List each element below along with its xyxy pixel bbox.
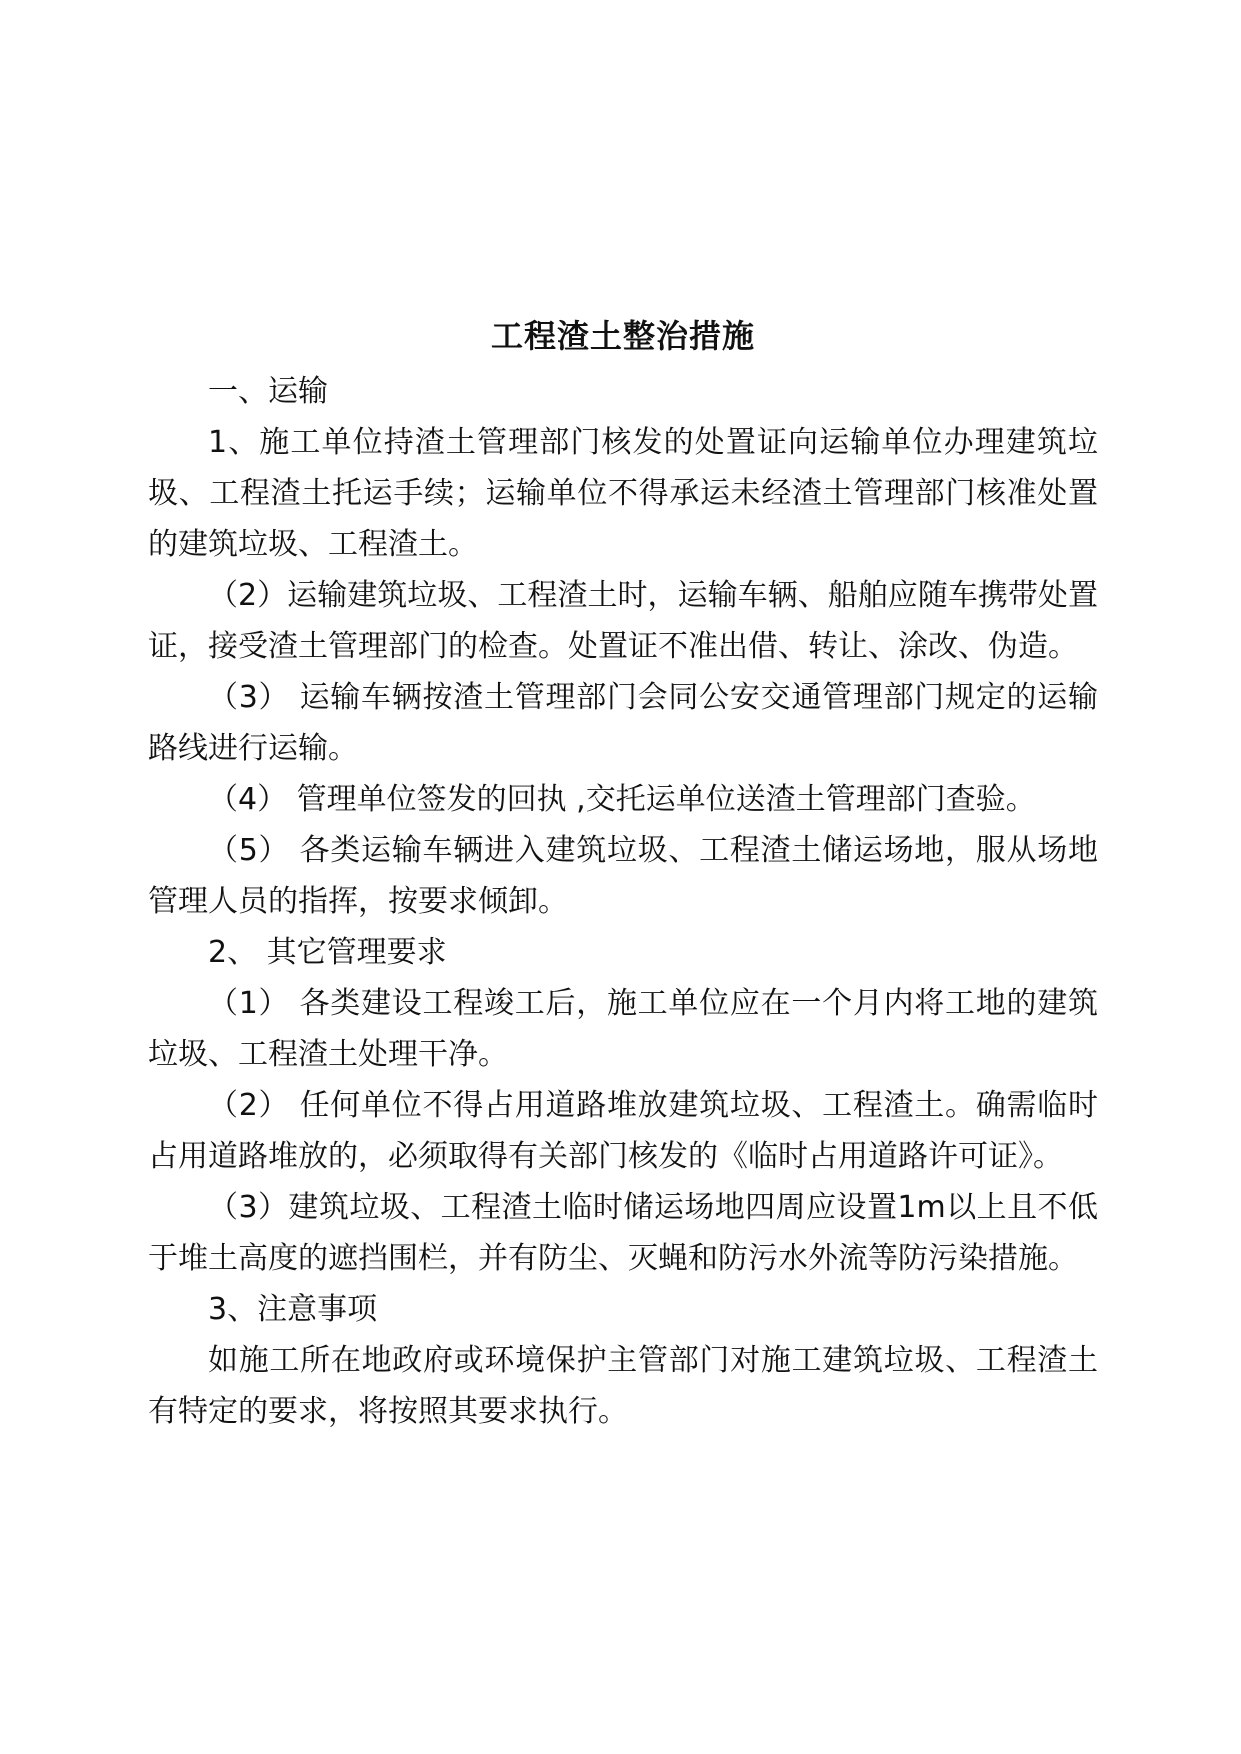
section-heading-transport: 一、运输	[208, 374, 328, 409]
paragraph-notes: 如施工所在地政府或环境保护主管部门对施工建筑垃圾、工程渣土有特定的要求，将按照其要求执行。	[148, 1343, 1098, 1429]
paragraph-item-4: （4） 管理单位签发的回执 ,交托运单位送渣土管理部门查验。	[208, 782, 1036, 817]
section-heading-notes: 3、注意事项	[208, 1292, 378, 1327]
document-title: 工程渣土整治措施	[490, 317, 755, 355]
paragraph-requirement-3: （3）建筑垃圾、工程渣土临时储运场地四周应设置1m以上且不低于堆土高度的遮挡围栏，并有防尘、灭蝇和防污水外流等防污染措施。	[148, 1190, 1098, 1276]
paragraph-item-3: （3） 运输车辆按渣土管理部门会同公安交通管理部门规定的运输路线进行运输。	[148, 680, 1098, 766]
paragraph-requirement-2: （2） 任何单位不得占用道路堆放建筑垃圾、工程渣土。确需临时占用道路堆放的，必须取得有关部门核发的《临时占用道路许可证》。	[148, 1088, 1098, 1174]
section-heading-other-requirements: 2、 其它管理要求	[208, 935, 447, 970]
document-page	[148, 312, 1098, 1437]
paragraph-item-1: 1、施工单位持渣土管理部门核发的处置证向运输单位办理建筑垃圾、工程渣土托运手续；运输单位不得承运未经渣土管理部门核准处置的建筑垃圾、工程渣土。	[148, 425, 1098, 562]
paragraph-item-5: （5） 各类运输车辆进入建筑垃圾、工程渣土储运场地，服从场地管理人员的指挥，按要求倾卸。	[148, 833, 1098, 919]
paragraph-requirement-1: （1） 各类建设工程竣工后，施工单位应在一个月内将工地的建筑垃圾、工程渣土处理干净。	[148, 986, 1098, 1072]
paragraph-item-2: （2）运输建筑垃圾、工程渣土时，运输车辆、船舶应随车携带处置证，接受渣土管理部门的检查。处置证不准出借、转让、涂改、伪造。	[148, 578, 1098, 664]
